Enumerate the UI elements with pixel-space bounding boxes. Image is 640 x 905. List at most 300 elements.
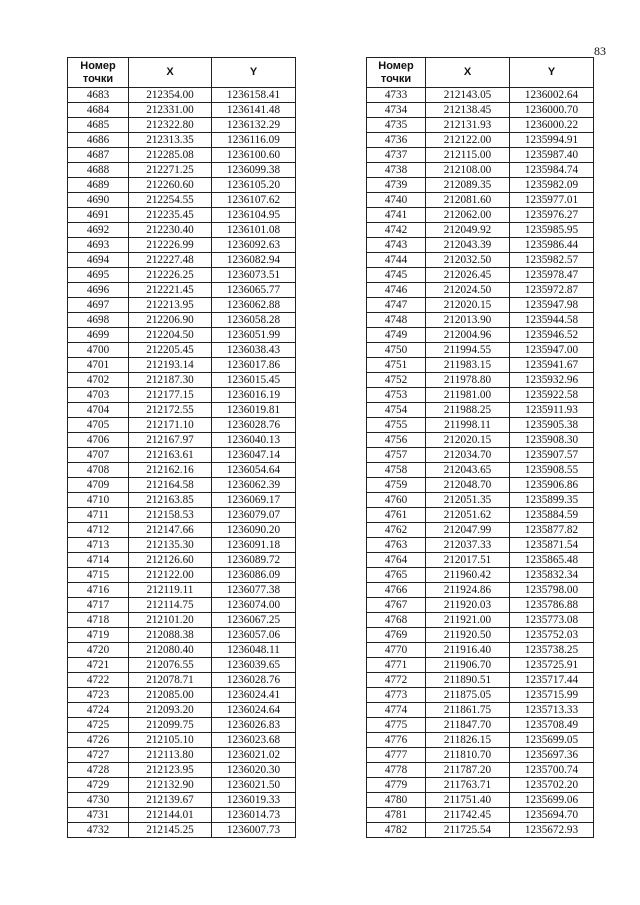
x-coordinate-cell: 212164.58: [129, 478, 212, 493]
x-coordinate-cell: 212135.30: [129, 538, 212, 553]
table-row: [68, 763, 296, 778]
y-coordinate-cell: 1236021.50: [212, 778, 296, 793]
y-coordinate-cell: 1235899.35: [510, 493, 594, 508]
point-number-cell: 4741: [367, 208, 426, 223]
y-coordinate-cell: 1235907.57: [510, 448, 594, 463]
point-number-cell: 4737: [367, 148, 426, 163]
x-coordinate-cell: 212062.00: [426, 208, 510, 223]
x-coordinate-cell: 212113.80: [129, 748, 212, 763]
header-x: X: [426, 58, 510, 88]
y-coordinate-cell: 1235832.34: [510, 568, 594, 583]
table-row: [367, 718, 594, 733]
y-coordinate-cell: 1236017.86: [212, 358, 296, 373]
point-number-cell: 4691: [68, 208, 129, 223]
x-coordinate-cell: 211890.51: [426, 673, 510, 688]
y-coordinate-cell: 1236099.38: [212, 163, 296, 178]
table-row: [367, 223, 594, 238]
point-number-cell: 4722: [68, 673, 129, 688]
x-coordinate-cell: 212139.67: [129, 793, 212, 808]
x-coordinate-cell: 212043.39: [426, 238, 510, 253]
table-row: [367, 343, 594, 358]
y-coordinate-cell: 1235699.06: [510, 793, 594, 808]
x-coordinate-cell: 211920.50: [426, 628, 510, 643]
y-coordinate-cell: 1236065.77: [212, 283, 296, 298]
point-number-cell: 4706: [68, 433, 129, 448]
x-coordinate-cell: 212260.60: [129, 178, 212, 193]
y-coordinate-cell: 1235699.05: [510, 733, 594, 748]
y-coordinate-cell: 1236040.13: [212, 433, 296, 448]
y-coordinate-cell: 1235905.38: [510, 418, 594, 433]
table-header-row: [367, 58, 594, 88]
table-row: [68, 148, 296, 163]
point-number-cell: 4782: [367, 823, 426, 838]
table-row: [367, 478, 594, 493]
point-number-cell: 4727: [68, 748, 129, 763]
point-number-cell: 4780: [367, 793, 426, 808]
y-coordinate-cell: 1236039.65: [212, 658, 296, 673]
point-number-cell: 4753: [367, 388, 426, 403]
point-number-cell: 4716: [68, 583, 129, 598]
x-coordinate-cell: 212037.33: [426, 538, 510, 553]
x-coordinate-cell: 212013.90: [426, 313, 510, 328]
x-coordinate-cell: 212114.75: [129, 598, 212, 613]
point-number-cell: 4765: [367, 568, 426, 583]
x-coordinate-cell: 211742.45: [426, 808, 510, 823]
y-coordinate-cell: 1235985.95: [510, 223, 594, 238]
point-number-cell: 4735: [367, 118, 426, 133]
x-coordinate-cell: 211988.25: [426, 403, 510, 418]
point-number-cell: 4713: [68, 538, 129, 553]
x-coordinate-cell: 212017.51: [426, 553, 510, 568]
table-row: [68, 88, 296, 103]
y-coordinate-cell: 1236100.60: [212, 148, 296, 163]
x-coordinate-cell: 212147.66: [129, 523, 212, 538]
y-coordinate-cell: 1236074.00: [212, 598, 296, 613]
y-coordinate-cell: 1236116.09: [212, 133, 296, 148]
table-row: [68, 718, 296, 733]
table-row: [367, 538, 594, 553]
point-number-cell: 4692: [68, 223, 129, 238]
y-coordinate-cell: 1235798.00: [510, 583, 594, 598]
y-coordinate-cell: 1235947.00: [510, 343, 594, 358]
x-coordinate-cell: 211763.71: [426, 778, 510, 793]
y-coordinate-cell: 1236019.33: [212, 793, 296, 808]
x-coordinate-cell: 212162.16: [129, 463, 212, 478]
x-coordinate-cell: 212051.35: [426, 493, 510, 508]
y-coordinate-cell: 1235672.93: [510, 823, 594, 838]
x-coordinate-cell: 212122.00: [129, 568, 212, 583]
point-number-cell: 4763: [367, 538, 426, 553]
point-number-cell: 4773: [367, 688, 426, 703]
x-coordinate-cell: 211921.00: [426, 613, 510, 628]
table-row: [367, 493, 594, 508]
point-number-cell: 4734: [367, 103, 426, 118]
table-row: [367, 583, 594, 598]
y-coordinate-cell: 1236000.22: [510, 118, 594, 133]
table-row: [68, 298, 296, 313]
table-row: [367, 793, 594, 808]
point-number-cell: 4771: [367, 658, 426, 673]
x-coordinate-cell: 212126.60: [129, 553, 212, 568]
table-row: [367, 628, 594, 643]
point-number-cell: 4729: [68, 778, 129, 793]
point-number-cell: 4764: [367, 553, 426, 568]
x-coordinate-cell: 212093.20: [129, 703, 212, 718]
y-coordinate-cell: 1236073.51: [212, 268, 296, 283]
table-row: [367, 703, 594, 718]
table-row: [367, 688, 594, 703]
x-coordinate-cell: 211983.15: [426, 358, 510, 373]
x-coordinate-cell: 212158.53: [129, 508, 212, 523]
page-number: 83: [594, 44, 606, 58]
y-coordinate-cell: 1236058.28: [212, 313, 296, 328]
y-coordinate-cell: 1235752.03: [510, 628, 594, 643]
y-coordinate-cell: 1236067.25: [212, 613, 296, 628]
x-coordinate-cell: 212206.90: [129, 313, 212, 328]
table-row: [68, 673, 296, 688]
x-coordinate-cell: 211906.70: [426, 658, 510, 673]
x-coordinate-cell: 212167.97: [129, 433, 212, 448]
point-number-cell: 4715: [68, 568, 129, 583]
point-number-cell: 4751: [367, 358, 426, 373]
table-row: [68, 598, 296, 613]
y-coordinate-cell: 1235738.25: [510, 643, 594, 658]
x-coordinate-cell: 212171.10: [129, 418, 212, 433]
table-row: [367, 133, 594, 148]
x-coordinate-cell: 212047.99: [426, 523, 510, 538]
point-number-cell: 4712: [68, 523, 129, 538]
table-row: [367, 358, 594, 373]
y-coordinate-cell: 1235697.36: [510, 748, 594, 763]
x-coordinate-cell: 212020.15: [426, 298, 510, 313]
point-number-cell: 4749: [367, 328, 426, 343]
table-row: [367, 253, 594, 268]
x-coordinate-cell: 212004.96: [426, 328, 510, 343]
point-number-cell: 4762: [367, 523, 426, 538]
x-coordinate-cell: 212101.20: [129, 613, 212, 628]
x-coordinate-cell: 211751.40: [426, 793, 510, 808]
table-row: [367, 553, 594, 568]
table-row: [367, 808, 594, 823]
point-number-cell: 4778: [367, 763, 426, 778]
y-coordinate-cell: 1235946.52: [510, 328, 594, 343]
table-row: [367, 508, 594, 523]
y-coordinate-cell: 1235911.93: [510, 403, 594, 418]
y-coordinate-cell: 1235972.87: [510, 283, 594, 298]
point-number-cell: 4768: [367, 613, 426, 628]
x-coordinate-cell: 212049.92: [426, 223, 510, 238]
table-row: [68, 613, 296, 628]
y-coordinate-cell: 1235977.01: [510, 193, 594, 208]
y-coordinate-cell: 1235982.57: [510, 253, 594, 268]
x-coordinate-cell: 211994.55: [426, 343, 510, 358]
point-number-cell: 4726: [68, 733, 129, 748]
point-number-cell: 4767: [367, 598, 426, 613]
table-row: [68, 223, 296, 238]
y-coordinate-cell: 1236002.64: [510, 88, 594, 103]
x-coordinate-cell: 212227.48: [129, 253, 212, 268]
y-coordinate-cell: 1235976.27: [510, 208, 594, 223]
x-coordinate-cell: 212076.55: [129, 658, 212, 673]
table-row: [68, 238, 296, 253]
x-coordinate-cell: 212322.80: [129, 118, 212, 133]
x-coordinate-cell: 211861.75: [426, 703, 510, 718]
point-number-cell: 4698: [68, 313, 129, 328]
y-coordinate-cell: 1236062.88: [212, 298, 296, 313]
table-row: [367, 568, 594, 583]
y-coordinate-cell: 1236069.17: [212, 493, 296, 508]
point-number-cell: 4732: [68, 823, 129, 838]
y-coordinate-cell: 1235932.96: [510, 373, 594, 388]
table-row: [68, 643, 296, 658]
table-row: [367, 403, 594, 418]
y-coordinate-cell: 1236024.64: [212, 703, 296, 718]
table-row: [367, 613, 594, 628]
x-coordinate-cell: 212271.25: [129, 163, 212, 178]
y-coordinate-cell: 1236092.63: [212, 238, 296, 253]
table-row: [68, 703, 296, 718]
point-number-cell: 4779: [367, 778, 426, 793]
header-y: Y: [212, 58, 296, 88]
y-coordinate-cell: 1235713.33: [510, 703, 594, 718]
y-coordinate-cell: 1236007.73: [212, 823, 296, 838]
point-number-cell: 4770: [367, 643, 426, 658]
point-number-cell: 4723: [68, 688, 129, 703]
y-coordinate-cell: 1236077.38: [212, 583, 296, 598]
y-coordinate-cell: 1236105.20: [212, 178, 296, 193]
x-coordinate-cell: 212163.61: [129, 448, 212, 463]
y-coordinate-cell: 1236038.43: [212, 343, 296, 358]
table-row: [68, 283, 296, 298]
table-row: [68, 268, 296, 283]
point-number-cell: 4766: [367, 583, 426, 598]
y-coordinate-cell: 1235978.47: [510, 268, 594, 283]
coordinates-table-left: [67, 57, 296, 838]
point-number-cell: 4755: [367, 418, 426, 433]
table-row: [367, 388, 594, 403]
y-coordinate-cell: 1235922.58: [510, 388, 594, 403]
x-coordinate-cell: 212221.45: [129, 283, 212, 298]
y-coordinate-cell: 1235725.91: [510, 658, 594, 673]
point-number-cell: 4756: [367, 433, 426, 448]
header-point-number: Номер точки: [367, 58, 426, 88]
y-coordinate-cell: 1235994.91: [510, 133, 594, 148]
y-coordinate-cell: 1236024.41: [212, 688, 296, 703]
y-coordinate-cell: 1235715.99: [510, 688, 594, 703]
x-coordinate-cell: 211916.40: [426, 643, 510, 658]
y-coordinate-cell: 1235941.67: [510, 358, 594, 373]
table-row: [367, 208, 594, 223]
table-row: [68, 133, 296, 148]
x-coordinate-cell: 212331.00: [129, 103, 212, 118]
table-row: [68, 253, 296, 268]
table-row: [68, 748, 296, 763]
header-point-number: Номер точки: [68, 58, 129, 88]
x-coordinate-cell: 212193.14: [129, 358, 212, 373]
x-coordinate-cell: 212051.62: [426, 508, 510, 523]
table-row: [367, 328, 594, 343]
point-number-cell: 4702: [68, 373, 129, 388]
x-coordinate-cell: 212138.45: [426, 103, 510, 118]
x-coordinate-cell: 212034.70: [426, 448, 510, 463]
point-number-cell: 4746: [367, 283, 426, 298]
point-number-cell: 4708: [68, 463, 129, 478]
y-coordinate-cell: 1235944.58: [510, 313, 594, 328]
x-coordinate-cell: 211847.70: [426, 718, 510, 733]
point-number-cell: 4743: [367, 238, 426, 253]
y-coordinate-cell: 1236079.07: [212, 508, 296, 523]
x-coordinate-cell: 212254.55: [129, 193, 212, 208]
y-coordinate-cell: 1236082.94: [212, 253, 296, 268]
point-number-cell: 4731: [68, 808, 129, 823]
point-number-cell: 4685: [68, 118, 129, 133]
table-row: [367, 433, 594, 448]
point-number-cell: 4683: [68, 88, 129, 103]
table-row: [68, 688, 296, 703]
x-coordinate-cell: 212205.45: [129, 343, 212, 358]
table-row: [367, 778, 594, 793]
x-coordinate-cell: 211920.03: [426, 598, 510, 613]
point-number-cell: 4760: [367, 493, 426, 508]
table-row: [367, 373, 594, 388]
table-row: [68, 358, 296, 373]
table-row: [68, 778, 296, 793]
y-coordinate-cell: 1235987.40: [510, 148, 594, 163]
table-row: [68, 328, 296, 343]
y-coordinate-cell: 1236086.09: [212, 568, 296, 583]
point-number-cell: 4711: [68, 508, 129, 523]
point-number-cell: 4776: [367, 733, 426, 748]
point-number-cell: 4719: [68, 628, 129, 643]
x-coordinate-cell: 212119.11: [129, 583, 212, 598]
table-row: [68, 583, 296, 598]
x-coordinate-cell: 211981.00: [426, 388, 510, 403]
x-coordinate-cell: 212080.40: [129, 643, 212, 658]
point-number-cell: 4721: [68, 658, 129, 673]
point-number-cell: 4745: [367, 268, 426, 283]
y-coordinate-cell: 1236028.76: [212, 418, 296, 433]
table-row: [68, 493, 296, 508]
y-coordinate-cell: 1235884.59: [510, 508, 594, 523]
y-coordinate-cell: 1235908.55: [510, 463, 594, 478]
y-coordinate-cell: 1235947.98: [510, 298, 594, 313]
x-coordinate-cell: 212026.45: [426, 268, 510, 283]
table-row: [367, 148, 594, 163]
y-coordinate-cell: 1236047.14: [212, 448, 296, 463]
table-row: [367, 763, 594, 778]
point-number-cell: 4686: [68, 133, 129, 148]
x-coordinate-cell: 212354.00: [129, 88, 212, 103]
x-coordinate-cell: 211924.86: [426, 583, 510, 598]
point-number-cell: 4761: [367, 508, 426, 523]
point-number-cell: 4695: [68, 268, 129, 283]
table-row: [68, 823, 296, 838]
table-row: [367, 673, 594, 688]
x-coordinate-cell: 211998.11: [426, 418, 510, 433]
point-number-cell: 4757: [367, 448, 426, 463]
x-coordinate-cell: 212024.50: [426, 283, 510, 298]
x-coordinate-cell: 212143.05: [426, 88, 510, 103]
point-number-cell: 4777: [367, 748, 426, 763]
x-coordinate-cell: 212230.40: [129, 223, 212, 238]
y-coordinate-cell: 1236014.73: [212, 808, 296, 823]
point-number-cell: 4688: [68, 163, 129, 178]
y-coordinate-cell: 1236091.18: [212, 538, 296, 553]
point-number-cell: 4710: [68, 493, 129, 508]
point-number-cell: 4699: [68, 328, 129, 343]
table-row: [367, 298, 594, 313]
point-number-cell: 4701: [68, 358, 129, 373]
table-row: [68, 508, 296, 523]
x-coordinate-cell: 212099.75: [129, 718, 212, 733]
table-row: [68, 808, 296, 823]
point-number-cell: 4758: [367, 463, 426, 478]
table-row: [367, 448, 594, 463]
table-row: [68, 433, 296, 448]
table-row: [68, 448, 296, 463]
y-coordinate-cell: 1235773.08: [510, 613, 594, 628]
table-row: [367, 163, 594, 178]
table-row: [367, 193, 594, 208]
table-row: [68, 658, 296, 673]
y-coordinate-cell: 1235986.44: [510, 238, 594, 253]
x-coordinate-cell: 212213.95: [129, 298, 212, 313]
y-coordinate-cell: 1236062.39: [212, 478, 296, 493]
x-coordinate-cell: 212177.15: [129, 388, 212, 403]
table-row: [68, 193, 296, 208]
x-coordinate-cell: 212078.71: [129, 673, 212, 688]
x-coordinate-cell: 212108.00: [426, 163, 510, 178]
x-coordinate-cell: 212131.93: [426, 118, 510, 133]
x-coordinate-cell: 212187.30: [129, 373, 212, 388]
point-number-cell: 4689: [68, 178, 129, 193]
x-coordinate-cell: 212032.50: [426, 253, 510, 268]
y-coordinate-cell: 1235984.74: [510, 163, 594, 178]
point-number-cell: 4738: [367, 163, 426, 178]
table-row: [367, 238, 594, 253]
point-number-cell: 4725: [68, 718, 129, 733]
point-number-cell: 4742: [367, 223, 426, 238]
y-coordinate-cell: 1236026.83: [212, 718, 296, 733]
table-row: [68, 178, 296, 193]
table-row: [367, 118, 594, 133]
table-row: [68, 733, 296, 748]
x-coordinate-cell: 212048.70: [426, 478, 510, 493]
x-coordinate-cell: 212172.55: [129, 403, 212, 418]
point-number-cell: 4720: [68, 643, 129, 658]
x-coordinate-cell: 211725.54: [426, 823, 510, 838]
point-number-cell: 4747: [367, 298, 426, 313]
x-coordinate-cell: 212043.65: [426, 463, 510, 478]
table-row: [367, 463, 594, 478]
y-coordinate-cell: 1235906.86: [510, 478, 594, 493]
point-number-cell: 4705: [68, 418, 129, 433]
y-coordinate-cell: 1236023.68: [212, 733, 296, 748]
point-number-cell: 4728: [68, 763, 129, 778]
y-coordinate-cell: 1236104.95: [212, 208, 296, 223]
x-coordinate-cell: 212020.15: [426, 433, 510, 448]
table-header-row: [68, 58, 296, 88]
y-coordinate-cell: 1236028.76: [212, 673, 296, 688]
table-row: [367, 748, 594, 763]
x-coordinate-cell: 212132.90: [129, 778, 212, 793]
y-coordinate-cell: 1236054.64: [212, 463, 296, 478]
point-number-cell: 4781: [367, 808, 426, 823]
x-coordinate-cell: 212115.00: [426, 148, 510, 163]
table-row: [68, 208, 296, 223]
table-row: [367, 418, 594, 433]
y-coordinate-cell: 1236141.48: [212, 103, 296, 118]
